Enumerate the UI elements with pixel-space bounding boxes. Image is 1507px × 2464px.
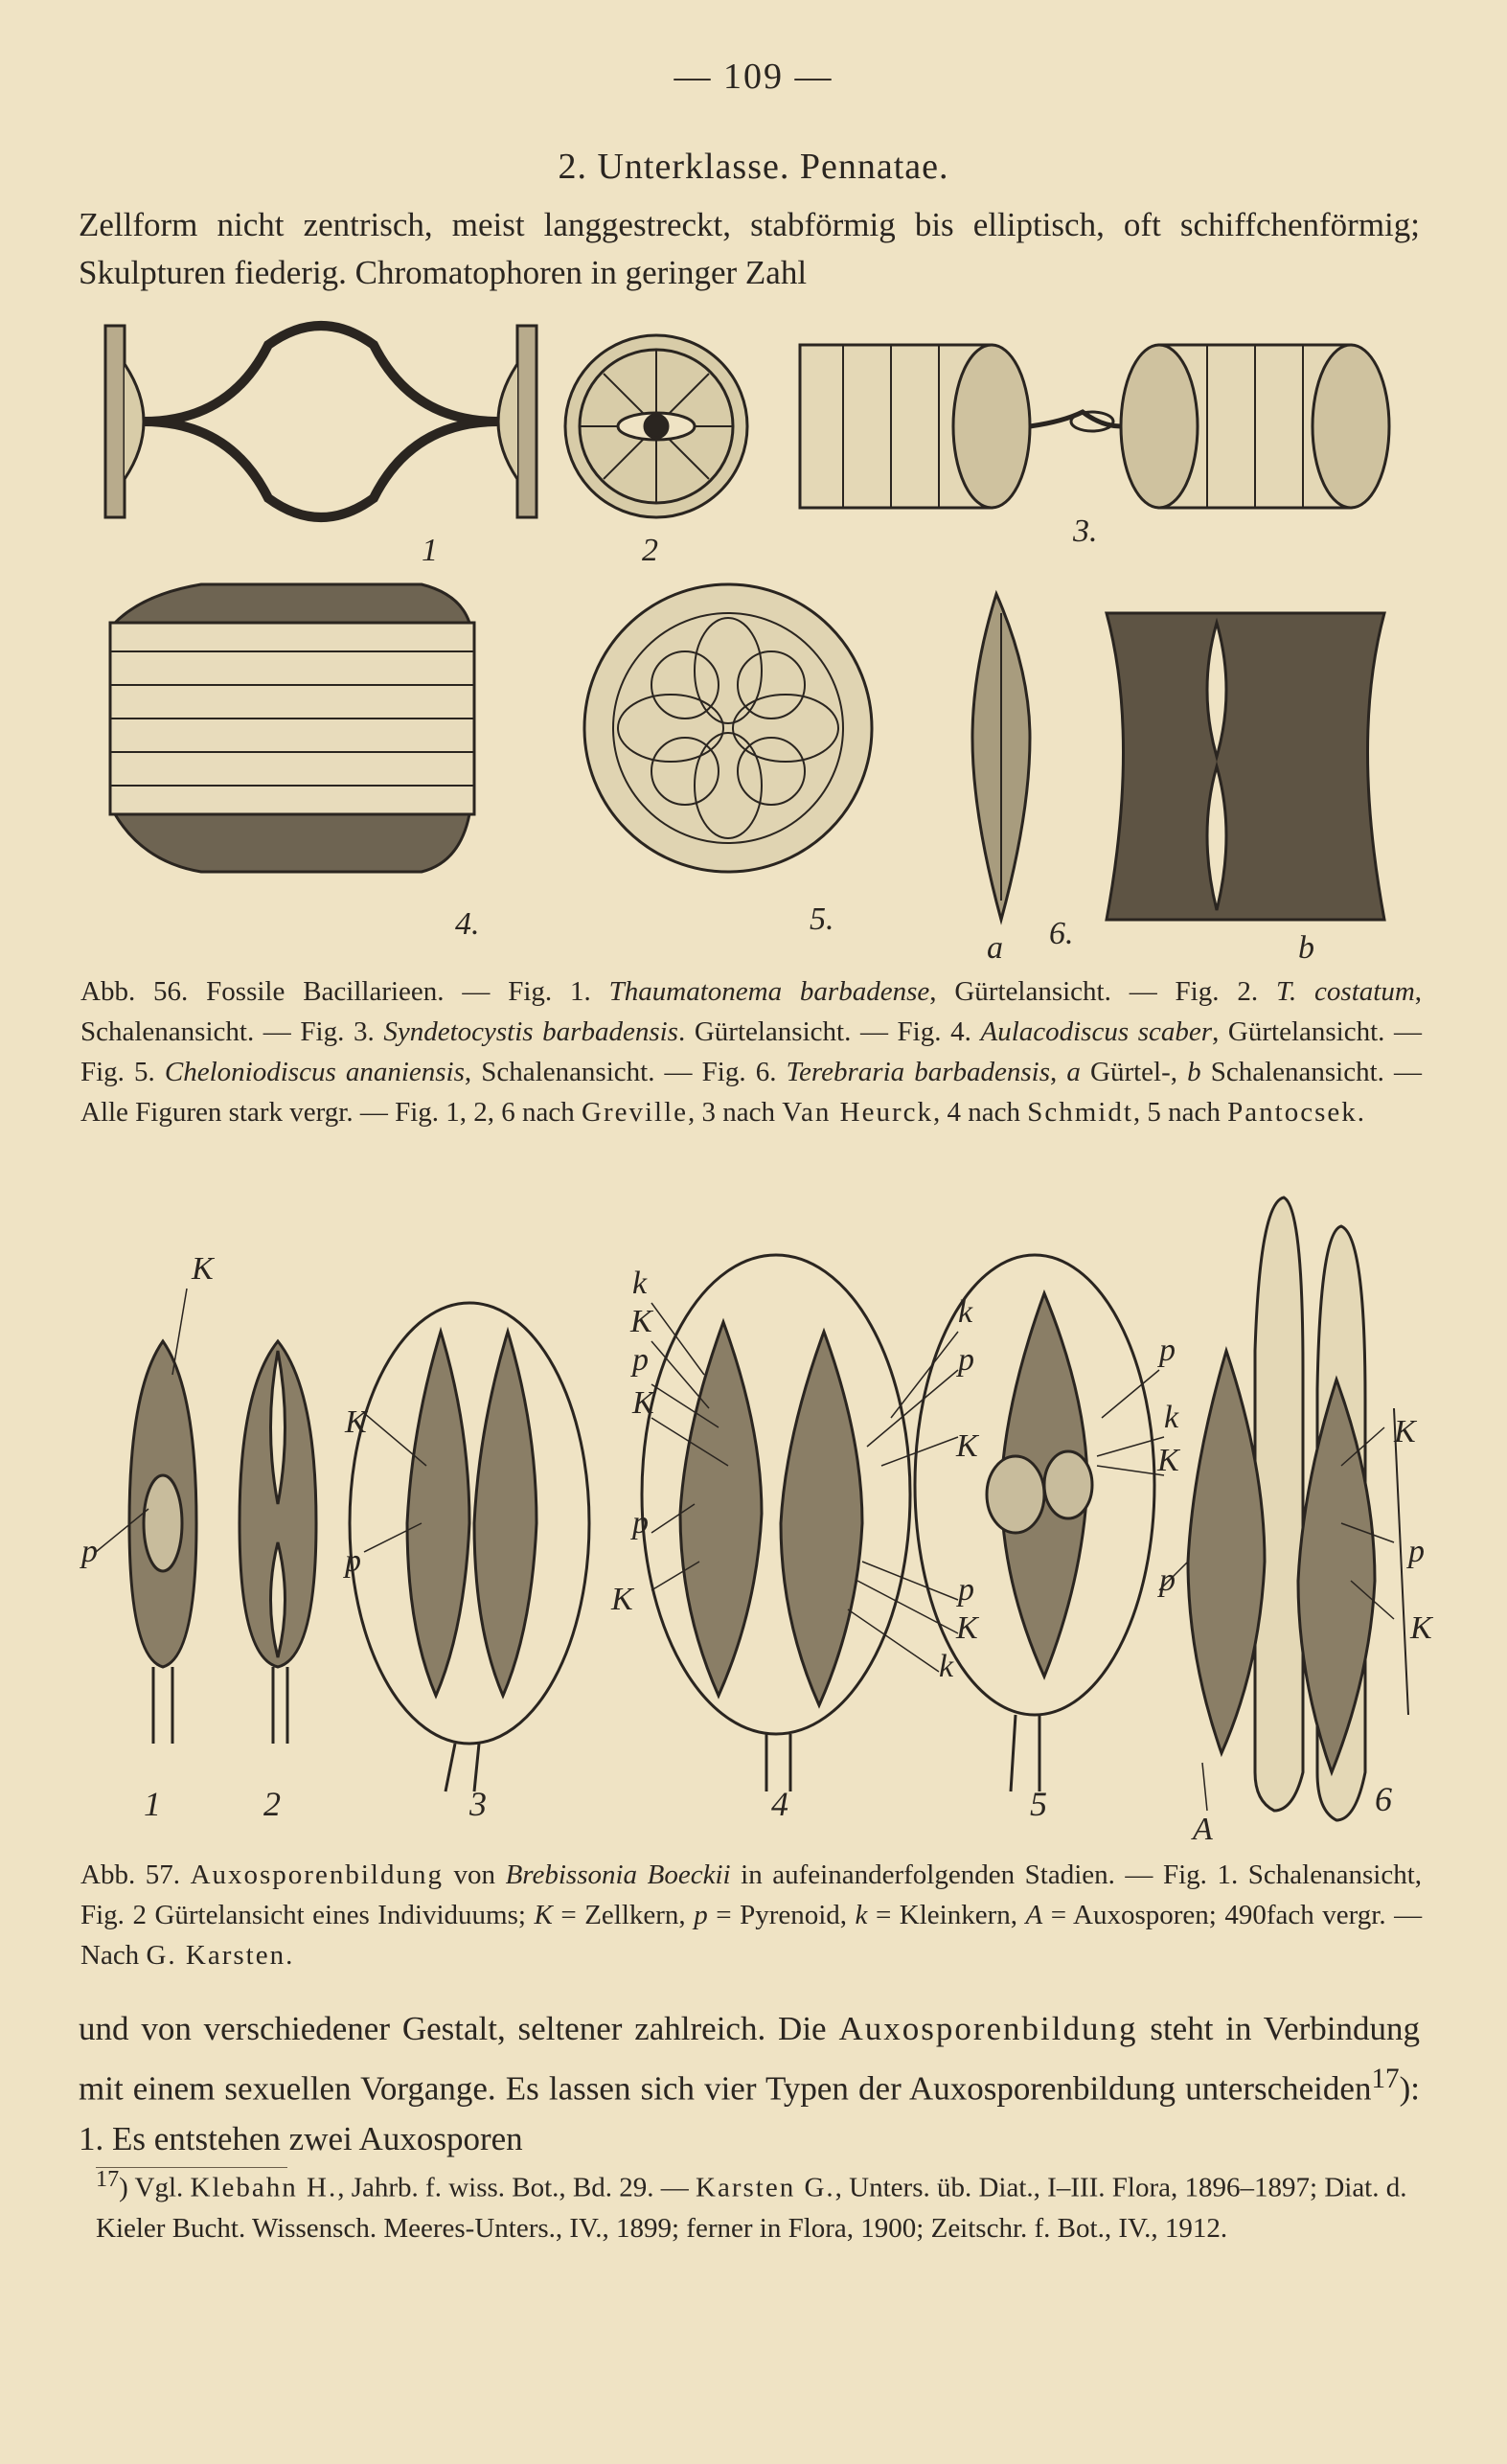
fig56-label-1: 1 [422, 533, 438, 568]
fig57-letter-p-4c: p [958, 1342, 974, 1378]
fig57-6-drawing [1188, 1198, 1408, 1820]
fig56-6b-drawing [1107, 613, 1384, 920]
fig57-2-drawing [240, 1341, 316, 1744]
fig57-3-drawing [350, 1303, 589, 1791]
body-paragraph: und von verschiedener Gestalt, seltener zahlreich. Die Auxosporenbildung steht in Verbindung mit einem sexuellen Vorgange. Es lassen sich vier Typen der Auxosporenbildung unterscheiden$^{17}$): 1. Es entstehen zwei Auxosporen [79, 2010, 1421, 2157]
fig57-letter-K-5: K [1157, 1443, 1179, 1478]
fig57-letter-k-5: k [1164, 1400, 1179, 1435]
fig57-letter-K-4c: K [611, 1582, 633, 1617]
fig57-letter-K-1: K [192, 1251, 214, 1287]
fig56-2-drawing [565, 335, 747, 517]
fig57-letter-K-6a: K [1394, 1414, 1416, 1449]
fig57-stage-5: 5 [1030, 1785, 1047, 1823]
fig57-letter-p-4a: p [632, 1342, 649, 1378]
fig57-letter-k-4b: k [958, 1294, 973, 1330]
footnote-17: $^{17}$) Vgl. Klebahn H., Jahrb. f. wiss. Bot., Bd. 29. — Karsten G., Unters. üb. Diat., I–III. Flora, 1896–1897; Diat. d. Kieler Bucht. Wissensch. Meeres-Unters., IV., 1899; ferner in Flora, 1900; Zeitschr. f. Bot., IV., 1912. [96, 2166, 1407, 2244]
section-heading: 2. Unterklasse. Pennatae. [558, 147, 949, 187]
fig57-letter-A: A [1193, 1812, 1213, 1847]
fig56-label-2: 2 [642, 533, 658, 568]
fig56-label-6a: a [987, 930, 1003, 966]
fig57-letter-k-4c: k [939, 1649, 954, 1684]
fig56-1-drawing [105, 326, 537, 517]
fig56-4-drawing [110, 584, 474, 872]
fig57-stage-6: 6 [1375, 1780, 1392, 1818]
fig57-letter-K-4d: K [956, 1428, 978, 1464]
fig56-label-6b: b [1298, 930, 1314, 966]
fig56-label-4: 4. [455, 906, 480, 942]
fig56-label-5: 5. [810, 901, 834, 937]
fig57-letter-K-4b: K [632, 1385, 654, 1421]
fig57-letter-p-3: p [345, 1543, 361, 1579]
fig57-letter-p-4d: p [958, 1572, 974, 1608]
fig56-5-drawing [584, 584, 872, 872]
intro-paragraph: Zellform nicht zentrisch, meist langgestreckt, stabförmig bis elliptisch, oft schiffchenförmig; Skulpturen fiederig. Chromatophoren in geringer Zahl [79, 206, 1420, 291]
fig57-letter-k-4a: k [632, 1266, 648, 1301]
fig57-stage-4: 4 [771, 1785, 788, 1823]
page-number: — 109 — [674, 57, 833, 97]
fig57-5-drawing [915, 1255, 1154, 1791]
fig57-1-drawing [129, 1341, 196, 1744]
fig56-label-3: 3. [1073, 513, 1098, 549]
fig57-letter-p-6: p [1408, 1534, 1425, 1569]
fig57-stage-2: 2 [263, 1785, 281, 1823]
fig57-stage-1: 1 [144, 1785, 161, 1823]
fig57-letter-p-4b: p [632, 1505, 649, 1540]
figure-57 [57, 1178, 1447, 1849]
fig57-letter-K-6b: K [1410, 1610, 1432, 1646]
fig56-label-6: 6. [1049, 916, 1074, 951]
fig57-letter-p-1: p [81, 1534, 98, 1569]
fig56-3-drawing [800, 345, 1389, 508]
caption-abb-57: Abb. 57. Auxosporenbildung von Brebissonia Boeckii in aufeinanderfolgenden Stadien. — Fig. 1. Schalenansicht, Fig. 2 Gürtelansicht eines Individuums; K = Zellkern, p = Pyrenoid, k = Kleinkern, A = Auxosporen; 490fach vergr. — Nach G. Karsten. [80, 1859, 1423, 1971]
fig57-letter-p-5b: p [1159, 1563, 1176, 1598]
fig57-stage-3: 3 [469, 1785, 487, 1823]
caption-abb-56: Abb. 56. Fossile Bacillarieen. — Fig. 1. Thaumatonema barbadense, Gürtelansicht. — Fig. 2. T. costatum, Schalenansicht. — Fig. 3. Syndetocystis barbadensis. Gürtelansicht. — Fig. 4. Aulacodiscus scaber, Gürtelansicht. — Fig. 5. Cheloniodiscus ananiensis, Schalenansicht. — Fig. 6. Terebraria barbadensis, a Gürtel-, b Schalenansicht. — Alle Figuren stark vergr. — Fig. 1, 2, 6 nach Greville, 3 nach Van Heurck, 4 nach Schmidt, 5 nach Pantocsek. [80, 976, 1423, 1128]
fig57-letter-K-4e: K [956, 1610, 978, 1646]
fig57-letter-K-3a: K [345, 1404, 367, 1440]
figure-56 [86, 307, 1427, 968]
fig57-letter-K-4a: K [630, 1304, 652, 1339]
fig57-4-drawing [642, 1255, 910, 1791]
fig56-6a-drawing [972, 594, 1030, 920]
fig57-letter-p-5a: p [1159, 1333, 1176, 1368]
